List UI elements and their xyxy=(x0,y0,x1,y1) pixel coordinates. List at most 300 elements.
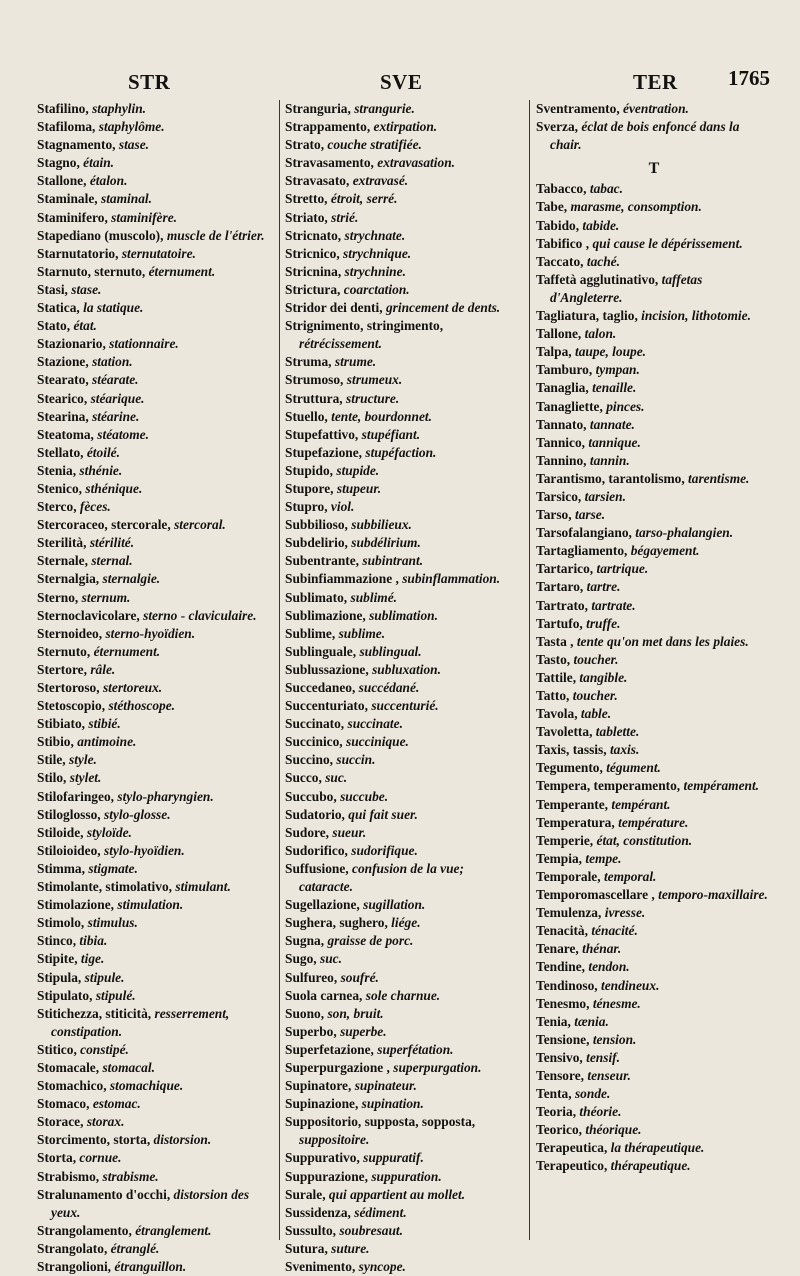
entry-headword: Tanagliette, xyxy=(536,398,603,414)
entry-headword: Temperatura, xyxy=(536,814,615,830)
dictionary-entry xyxy=(37,607,273,625)
entry-translation: tempérant. xyxy=(611,796,671,812)
dictionary-entry xyxy=(285,281,521,299)
dictionary-entry xyxy=(285,552,521,570)
entry-headword: Suppurazione, xyxy=(285,1168,368,1184)
entry-headword: Stomacale, xyxy=(37,1059,100,1075)
dictionary-entry xyxy=(285,1005,521,1023)
entry-headword: Strangolato, xyxy=(37,1240,108,1256)
entry-headword: Stile, xyxy=(37,752,66,768)
column-left xyxy=(37,100,273,1276)
entry-translation: syncope. xyxy=(358,1259,406,1274)
entry-translation: cornue. xyxy=(79,1150,122,1166)
entry-translation: sternum. xyxy=(81,589,131,605)
dictionary-entry xyxy=(37,1222,273,1240)
dictionary-entry xyxy=(37,136,273,154)
entry-translation: resserrement, constipation. xyxy=(51,1005,230,1039)
entry-translation: stomacal. xyxy=(102,1059,155,1075)
entry-translation: staphylin. xyxy=(92,101,147,116)
entry-translation: strié. xyxy=(331,209,359,225)
entry-translation: table. xyxy=(580,706,612,722)
entry-headword: Tabifico , xyxy=(536,235,590,251)
entry-translation: tenaille. xyxy=(592,380,637,396)
header-guide-word-left: STR xyxy=(128,70,171,94)
entry-translation: stertoreux. xyxy=(102,680,163,695)
entry-headword: Tasto, xyxy=(536,651,571,667)
entry-translation: éventration. xyxy=(623,101,689,116)
dictionary-entry xyxy=(37,788,273,806)
dictionary-entry xyxy=(37,1168,273,1186)
dictionary-entry xyxy=(285,697,521,715)
entry-translation: confusion de la vue; cataracte. xyxy=(299,860,464,895)
entry-headword: Tattile, xyxy=(536,669,577,685)
header-guide-word-right: TER xyxy=(633,70,678,94)
dictionary-entry xyxy=(536,325,772,343)
entry-translation: stylo-pharyngien. xyxy=(117,788,214,804)
entry-translation: temporal. xyxy=(603,868,657,884)
dictionary-entry xyxy=(536,470,772,488)
entry-translation: stéthoscope. xyxy=(108,698,176,714)
entry-translation: sédiment. xyxy=(354,1204,407,1220)
dictionary-entry xyxy=(37,1149,273,1167)
entry-headword: Succinico, xyxy=(285,734,343,750)
entry-translation: strychnine. xyxy=(344,263,406,279)
dictionary-entry xyxy=(37,950,273,968)
dictionary-entry xyxy=(37,1005,273,1041)
entry-translation: suppositoire. xyxy=(299,1132,370,1148)
dictionary-entry xyxy=(285,172,521,190)
entry-translation: stylo-glosse. xyxy=(103,806,171,822)
entry-headword: Strato, xyxy=(285,137,325,153)
dictionary-entry xyxy=(37,878,273,896)
dictionary-entry xyxy=(536,307,772,325)
entry-translation: stérilité. xyxy=(89,535,135,551)
dictionary-entry xyxy=(37,1095,273,1113)
entry-headword: Teorico, xyxy=(536,1122,582,1138)
entry-translation: taché. xyxy=(586,253,620,269)
section-letter: T xyxy=(648,160,660,178)
entry-translation: tænia. xyxy=(574,1013,609,1029)
entry-headword: Striato, xyxy=(285,209,328,225)
entry-headword: Sublime, xyxy=(285,625,336,641)
entry-translation: sublingual. xyxy=(359,643,422,659)
entry-translation: sugillation. xyxy=(363,897,426,913)
entry-headword: Taccato, xyxy=(536,253,584,269)
entry-headword: Tartaro, xyxy=(536,579,584,595)
entry-headword: Tasta , xyxy=(536,633,574,649)
dictionary-entry xyxy=(536,253,772,271)
entry-translation: stéatome. xyxy=(97,426,149,442)
entry-translation: bégayement. xyxy=(630,543,700,559)
entry-headword: Tartufo, xyxy=(536,615,583,631)
dictionary-entry xyxy=(536,850,772,868)
dictionary-entry xyxy=(37,1113,273,1131)
dictionary-entry xyxy=(37,969,273,987)
dictionary-entry xyxy=(37,1258,273,1276)
entry-translation: tarentisme. xyxy=(688,470,750,486)
entry-headword: Sughera, sughero, xyxy=(285,915,388,931)
entry-headword: Stiloglosso, xyxy=(37,806,101,822)
entry-headword: Stazionario, xyxy=(37,336,106,352)
entry-headword: Stilo, xyxy=(37,770,67,786)
entry-headword: Sussidenza, xyxy=(285,1204,351,1220)
dictionary-entry xyxy=(37,1240,273,1258)
entry-translation: stigmate. xyxy=(88,860,138,876)
dictionary-entry xyxy=(536,100,772,118)
entry-translation: muscle de l'étrier. xyxy=(166,227,265,243)
entry-translation: tarse. xyxy=(574,507,606,523)
entry-translation: taxis. xyxy=(609,742,640,758)
entry-headword: Sternoideo, xyxy=(37,625,103,641)
entry-headword: Tartarico, xyxy=(536,561,594,577)
entry-translation: subluxation. xyxy=(372,661,441,677)
entry-headword: Stallone, xyxy=(37,173,87,189)
entry-translation: coarctation. xyxy=(343,281,410,297)
entry-translation: stipulé. xyxy=(95,987,136,1003)
dictionary-entry xyxy=(37,462,273,480)
entry-translation: stimulation. xyxy=(117,897,184,913)
entry-headword: Starnuto, sternuto, xyxy=(37,263,146,279)
dictionary-entry xyxy=(285,1041,521,1059)
entry-translation: sthénique. xyxy=(85,480,143,496)
header-guide-word-center: SVE xyxy=(380,70,423,94)
entry-headword: Tabacco, xyxy=(536,181,587,197)
entry-translation: succube. xyxy=(340,788,389,804)
dictionary-entry xyxy=(37,172,273,190)
dictionary-entry xyxy=(285,516,521,534)
entry-headword: Tavola, xyxy=(536,706,578,722)
dictionary-entry xyxy=(37,751,273,769)
dictionary-entry xyxy=(285,426,521,444)
entry-headword: Tenare, xyxy=(536,941,579,957)
entry-translation: tempe. xyxy=(585,850,622,866)
entry-headword: Sverza, xyxy=(536,119,579,135)
dictionary-entry xyxy=(536,669,772,687)
entry-headword: Struma, xyxy=(285,354,332,370)
entry-translation: couche stratifiée. xyxy=(327,137,422,153)
entry-translation: tensif. xyxy=(586,1049,620,1065)
entry-headword: Tegumento, xyxy=(536,760,603,776)
dictionary-entry xyxy=(285,190,521,208)
entry-translation: tartrique. xyxy=(596,561,649,577)
entry-headword: Tartagliamento, xyxy=(536,543,628,559)
entry-translation: incision, lithotomie. xyxy=(641,308,751,324)
entry-translation: liége. xyxy=(391,915,421,931)
dictionary-entry xyxy=(536,597,772,615)
entry-translation: sternutatoire. xyxy=(121,245,196,261)
entry-translation: styloïde. xyxy=(86,824,132,840)
entry-headword: Stasi, xyxy=(37,281,68,297)
entry-translation: subinflammation. xyxy=(402,571,501,587)
dictionary-entry xyxy=(285,679,521,697)
dictionary-entry xyxy=(536,1031,772,1049)
entry-translation: éternument. xyxy=(148,263,216,279)
dictionary-entry xyxy=(285,1204,521,1222)
entry-headword: Subinfiammazione , xyxy=(285,571,399,587)
entry-headword: Sudore, xyxy=(285,824,330,840)
entry-translation: tangible. xyxy=(579,669,628,685)
entry-headword: Staminale, xyxy=(37,191,98,207)
dictionary-entry xyxy=(536,1049,772,1067)
entry-translation: constipé. xyxy=(80,1041,129,1057)
entry-headword: Stinco, xyxy=(37,933,77,949)
entry-translation: stupéfiant. xyxy=(361,426,421,442)
entry-translation: toucher. xyxy=(572,688,618,703)
entry-translation: sterno - claviculaire. xyxy=(143,607,257,623)
entry-translation: râle. xyxy=(90,661,116,677)
entry-headword: Tannato, xyxy=(536,416,587,432)
entry-headword: Talpa, xyxy=(536,344,572,360)
entry-translation: stéarique. xyxy=(90,390,145,406)
dictionary-entry xyxy=(536,560,772,578)
entry-headword: Stitico, xyxy=(37,1041,77,1057)
dictionary-entry xyxy=(285,788,521,806)
entry-translation: succenturié. xyxy=(371,698,439,714)
entry-translation: sternal. xyxy=(91,553,133,569)
entry-headword: Sterno, xyxy=(37,589,79,605)
entry-headword: Tannino, xyxy=(536,452,587,468)
entry-translation: étoilé. xyxy=(86,444,120,460)
entry-translation: temporo-maxillaire. xyxy=(658,887,768,903)
entry-headword: Stiloioideo, xyxy=(37,842,101,858)
dictionary-entry xyxy=(37,299,273,317)
entry-headword: Stimolante, stimolativo, xyxy=(37,879,173,895)
dictionary-entry xyxy=(536,542,772,560)
entry-headword: Stupido, xyxy=(285,462,334,478)
entry-translation: storax. xyxy=(86,1114,125,1130)
dictionary-entry xyxy=(536,995,772,1013)
dictionary-entry xyxy=(536,416,772,434)
dictionary-entry xyxy=(285,589,521,607)
entry-headword: Succedaneo, xyxy=(285,680,356,695)
entry-headword: Steatoma, xyxy=(37,426,94,442)
entry-headword: Stimma, xyxy=(37,860,85,876)
dictionary-entry xyxy=(285,1240,521,1258)
dictionary-entry xyxy=(37,209,273,227)
entry-headword: Stridor dei denti, xyxy=(285,300,383,316)
entry-headword: Stercoraceo, stercorale, xyxy=(37,517,171,533)
dictionary-entry xyxy=(285,896,521,914)
dictionary-entry xyxy=(37,643,273,661)
entry-translation: théorique. xyxy=(585,1122,642,1138)
entry-headword: Stupefattivo, xyxy=(285,426,359,442)
entry-headword: Temporale, xyxy=(536,868,601,884)
entry-headword: Tannico, xyxy=(536,434,585,450)
entry-headword: Tenacità, xyxy=(536,923,588,939)
entry-translation: étranglé. xyxy=(110,1240,160,1256)
entry-headword: Subdelirio, xyxy=(285,535,348,551)
dictionary-entry xyxy=(285,317,521,353)
entry-headword: Sugellazione, xyxy=(285,897,360,913)
entry-headword: Sublussazione, xyxy=(285,661,369,677)
dictionary-entry xyxy=(536,977,772,995)
entry-translation: succédané. xyxy=(358,680,420,695)
entry-headword: Stipulato, xyxy=(37,987,93,1003)
dictionary-entry xyxy=(285,480,521,498)
dictionary-entry xyxy=(536,1121,772,1139)
entry-translation: tige. xyxy=(80,951,105,967)
entry-translation: stupéfaction. xyxy=(365,444,437,460)
dictionary-entry xyxy=(285,462,521,480)
dictionary-entry xyxy=(285,661,521,679)
dictionary-entry xyxy=(285,751,521,769)
entry-translation: truffe. xyxy=(586,615,621,631)
entry-headword: Stupro, xyxy=(285,499,328,515)
entry-translation: staphylôme. xyxy=(98,119,165,135)
entry-translation: stupide. xyxy=(336,462,380,478)
dictionary-entry xyxy=(285,1258,521,1276)
entry-translation: éclat de bois enfoncé dans la chair. xyxy=(550,119,740,153)
dictionary-entry xyxy=(285,1059,521,1077)
entry-translation: qui fait suer. xyxy=(348,806,418,822)
entry-translation: qui appartient au mollet. xyxy=(328,1186,466,1202)
dictionary-entry xyxy=(285,353,521,371)
column-divider xyxy=(529,100,530,1240)
entry-headword: Sutura, xyxy=(285,1240,328,1256)
entry-translation: stomachique. xyxy=(109,1078,184,1094)
entry-headword: Stearico, xyxy=(37,390,88,406)
entry-headword: Strabismo, xyxy=(37,1168,100,1184)
entry-headword: Stagno, xyxy=(37,155,80,171)
entry-headword: Teoria, xyxy=(536,1104,577,1120)
entry-translation: température. xyxy=(618,814,689,830)
entry-headword: Sternale, xyxy=(37,553,88,569)
entry-translation: supination. xyxy=(361,1096,424,1112)
dictionary-entry xyxy=(536,235,772,253)
entry-translation: tablette. xyxy=(595,724,640,740)
dictionary-entry xyxy=(285,498,521,516)
entry-translation: éternument. xyxy=(93,643,161,659)
entry-headword: Sudatorio, xyxy=(285,806,345,822)
dictionary-entry xyxy=(536,1139,772,1157)
entry-translation: fèces. xyxy=(79,499,111,515)
entry-translation: taffetas d'Angleterre. xyxy=(550,271,703,305)
entry-headword: Stellato, xyxy=(37,444,84,460)
entry-headword: Tarantismo, tarantolismo, xyxy=(536,470,685,486)
dictionary-entry xyxy=(536,1013,772,1031)
entry-headword: Tenia, xyxy=(536,1013,571,1029)
entry-headword: Tensore, xyxy=(536,1067,584,1083)
running-header xyxy=(0,66,800,104)
entry-headword: Starnutatorio, xyxy=(37,245,119,261)
entry-translation: stéarine. xyxy=(92,408,140,424)
entry-translation: état. xyxy=(73,318,97,334)
dictionary-entry xyxy=(37,100,273,118)
dictionary-entry xyxy=(37,371,273,389)
dictionary-entry xyxy=(37,661,273,679)
entry-translation: suc. xyxy=(325,770,348,786)
dictionary-entry xyxy=(536,886,772,904)
entry-translation: stimulus. xyxy=(87,915,138,931)
entry-headword: Superfetazione, xyxy=(285,1041,374,1057)
entry-translation: extravasé. xyxy=(352,173,409,189)
dictionary-entry xyxy=(285,444,521,462)
entry-headword: Stipula, xyxy=(37,969,82,985)
dictionary-entry xyxy=(285,408,521,426)
entry-headword: Stapediano (muscolo), xyxy=(37,227,164,243)
entry-translation: tension. xyxy=(592,1031,637,1047)
dictionary-entry xyxy=(37,914,273,932)
entry-translation: taupe, loupe. xyxy=(574,344,647,360)
dictionary-entry xyxy=(37,426,273,444)
dictionary-entry xyxy=(536,271,772,307)
entry-translation: tendineux. xyxy=(601,977,660,993)
dictionary-entry xyxy=(37,227,273,245)
entry-translation: supinateur. xyxy=(354,1078,417,1094)
dictionary-entry xyxy=(536,615,772,633)
entry-translation: stibié. xyxy=(88,716,121,732)
entry-translation: tympan. xyxy=(595,362,640,378)
dictionary-entry xyxy=(37,932,273,950)
entry-headword: Stenico, xyxy=(37,480,83,496)
entry-translation: strume. xyxy=(334,354,377,370)
entry-headword: Suppurativo, xyxy=(285,1150,360,1166)
entry-translation: la statique. xyxy=(83,300,144,316)
dictionary-entry xyxy=(37,987,273,1005)
entry-headword: Tamburo, xyxy=(536,362,593,378)
entry-translation: stase. xyxy=(71,281,102,297)
entry-headword: Sudorifico, xyxy=(285,842,348,858)
dictionary-entry xyxy=(285,824,521,842)
entry-headword: Tarsofalangiano, xyxy=(536,525,632,541)
entry-headword: Tatto, xyxy=(536,688,570,703)
entry-headword: Stomaco, xyxy=(37,1096,90,1112)
entry-headword: Stimolazione, xyxy=(37,897,114,913)
entry-translation: sublimé. xyxy=(350,589,398,605)
dictionary-entry xyxy=(536,180,772,198)
entry-headword: Staminifero, xyxy=(37,209,108,225)
entry-translation: subbilieux. xyxy=(351,517,412,533)
entry-translation: rétrécissement. xyxy=(299,336,382,352)
dictionary-entry xyxy=(285,607,521,625)
dictionary-entry xyxy=(285,1168,521,1186)
entry-headword: Tagliatura, taglio, xyxy=(536,308,638,324)
entry-headword: Sugo, xyxy=(285,951,317,967)
entry-headword: Terapeutico, xyxy=(536,1158,608,1174)
dictionary-entry xyxy=(536,398,772,416)
entry-translation: tartre. xyxy=(586,579,621,595)
entry-translation: sudorifique. xyxy=(351,842,418,858)
entry-translation: structure. xyxy=(346,390,400,406)
entry-translation: tannique. xyxy=(588,434,641,450)
dictionary-entry xyxy=(37,516,273,534)
entry-headword: Tanaglia, xyxy=(536,380,589,396)
entry-translation: estomac. xyxy=(92,1096,141,1112)
dictionary-entry xyxy=(285,643,521,661)
entry-headword: Storace, xyxy=(37,1114,84,1130)
entry-headword: Stafilino, xyxy=(37,101,89,116)
entry-headword: Stato, xyxy=(37,318,71,334)
entry-headword: Temporomascellare , xyxy=(536,887,655,903)
dictionary-entry xyxy=(37,715,273,733)
entry-headword: Strangolioni, xyxy=(37,1259,112,1274)
entry-headword: Tarso, xyxy=(536,507,572,523)
dictionary-entry xyxy=(536,796,772,814)
entry-translation: stupeur. xyxy=(336,480,382,496)
entry-headword: Tartrato, xyxy=(536,597,588,613)
dictionary-entry xyxy=(285,1222,521,1240)
dictionary-entry xyxy=(536,922,772,940)
entry-headword: Stomachico, xyxy=(37,1078,107,1094)
entry-translation: stylet. xyxy=(69,770,102,786)
entry-headword: Stearato, xyxy=(37,372,89,388)
dictionary-entry xyxy=(285,263,521,281)
dictionary-entry xyxy=(37,679,273,697)
entry-headword: Stupefazione, xyxy=(285,444,362,460)
entry-translation: stase. xyxy=(118,137,149,153)
entry-translation: stationnaire. xyxy=(109,336,179,352)
entry-headword: Statica, xyxy=(37,300,80,316)
